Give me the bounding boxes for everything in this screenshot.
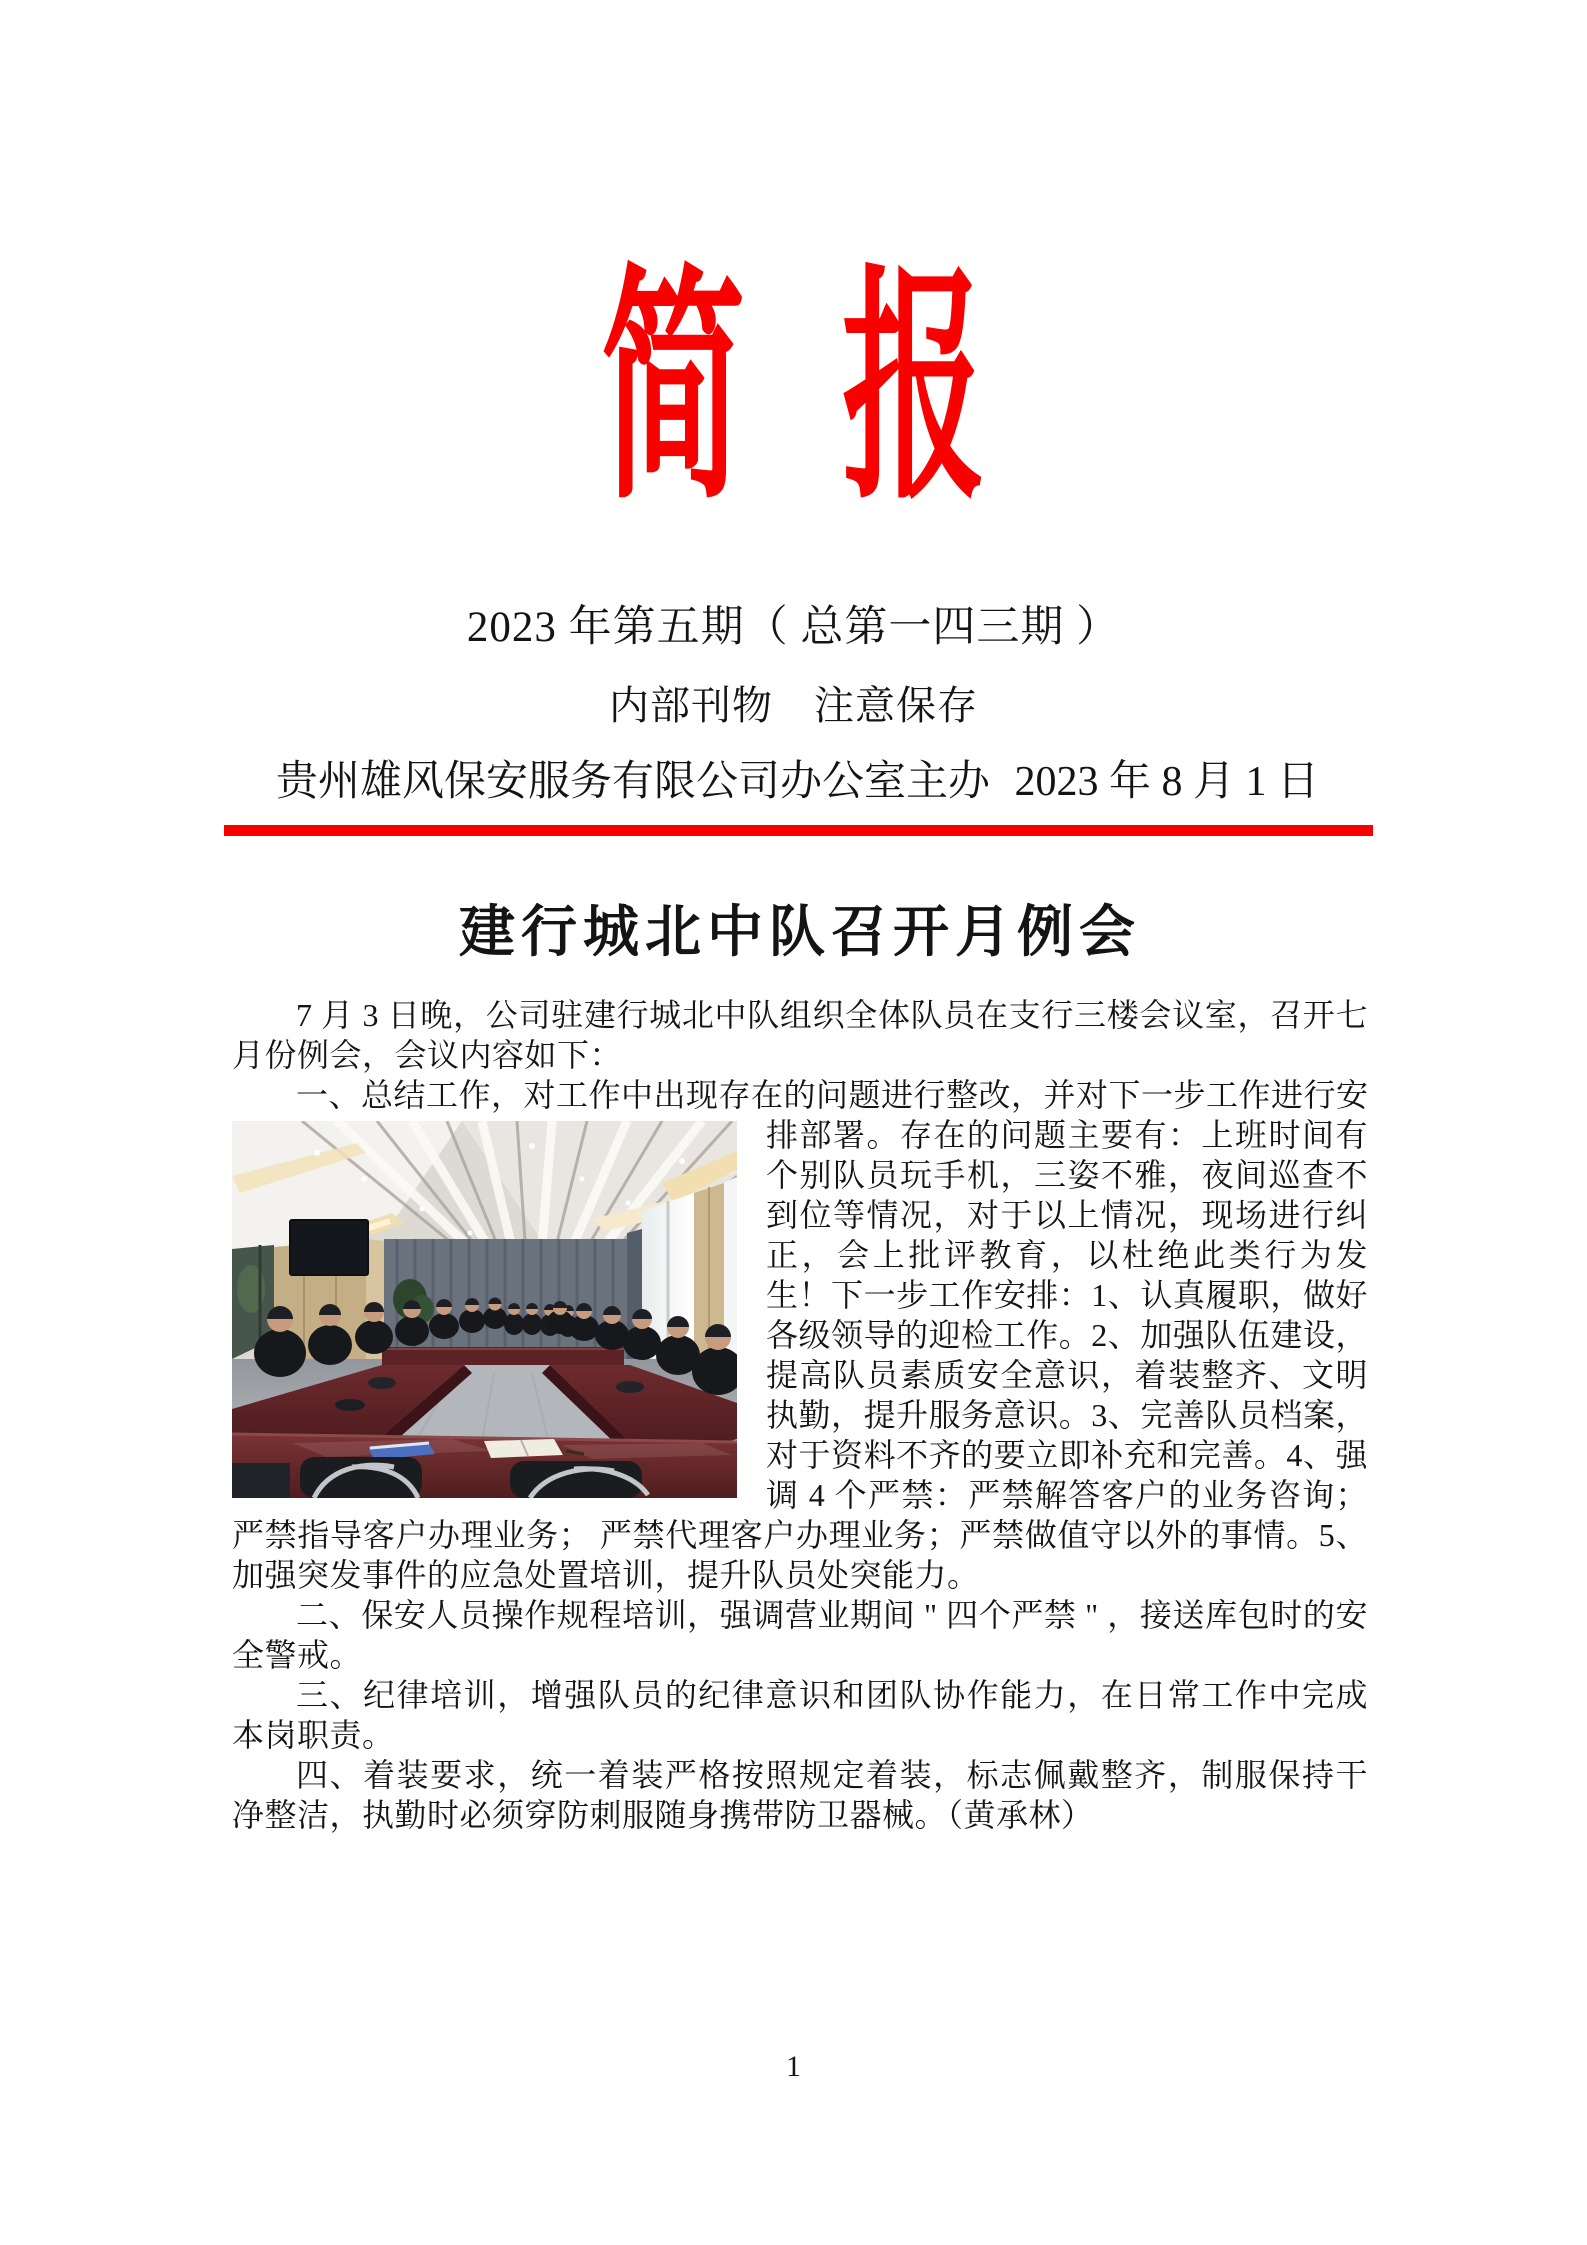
paragraph-intro: 7 月 3 日晚，公司驻建行城北中队组织全体队员在支行三楼会议室，召开七月份例会，会议内容如下： xyxy=(232,997,1368,1073)
paragraph-item3: 三、纪律培训，增强队员的纪律意识和团队协作能力，在日常工作中完成本岗职责。 xyxy=(232,1677,1368,1753)
paragraph-item4: 四、着装要求，统一着装严格按照规定着装，标志佩戴整齐，制服保持干净整洁，执勤时必须穿防刺服随身携带防卫器械。（黄承林） xyxy=(232,1757,1368,1833)
paragraph-item1-text: 排部署。存在的问题主要有：上班时间有个别队员玩手机，三姿不雅，夜间巡查不到位等情况，对于以上情况，现场进行纠正，会上批评教育，以杜绝此类行为发生！下一步工作安排：1、认真履职，做好各级领导的迎检工作。2、加强队伍建设，提高队员素质安全意识，着装整齐、文明执勤，提升服务意识。3、完善队员档案，对于资料不齐的要立即补充和完善。4、强调 4 个严禁：严禁解答客户的业务咨询；严禁指导客户办理业务； 严禁代理客户办理业务；严禁做值守以外的事情。5、加强突发事件的应急处置培训，提升队员处突能力。 xyxy=(232,1117,1368,1593)
paragraph-item1-lead: 一、总结工作，对工作中出现存在的问题进行整改，并对下一步工作进行安 xyxy=(296,1077,1369,1113)
issue-line: 2023 年第五期（ 总第一四三期 ） xyxy=(466,604,1121,651)
paragraph-item1-body xyxy=(232,1115,1368,1595)
masthead-char-jian: 简 xyxy=(601,249,746,527)
publisher-name: 贵州雄风保安服务有限公司办公室主办 xyxy=(276,759,991,805)
article-title: 建行城北中队召开月例会 xyxy=(459,902,1141,964)
meeting-photo xyxy=(232,1121,737,1498)
meeting-photo-illustration xyxy=(232,1121,737,1498)
internal-notice-line: 内部刊物 注意保存 xyxy=(609,683,978,728)
masthead-title xyxy=(333,249,1253,527)
red-divider-rule xyxy=(224,825,1373,836)
paragraph-item2: 二、保安人员操作规程培训，强调营业期间 " 四个严禁 " ，接送库包时的安全警戒。 xyxy=(232,1597,1368,1673)
masthead-char-bao: 报 xyxy=(841,249,986,527)
page-number: 1 xyxy=(786,2050,801,2083)
publisher-row xyxy=(224,748,1373,808)
article xyxy=(232,890,1368,1835)
publish-date: 2023 年 8 月 1 日 xyxy=(1014,759,1319,805)
